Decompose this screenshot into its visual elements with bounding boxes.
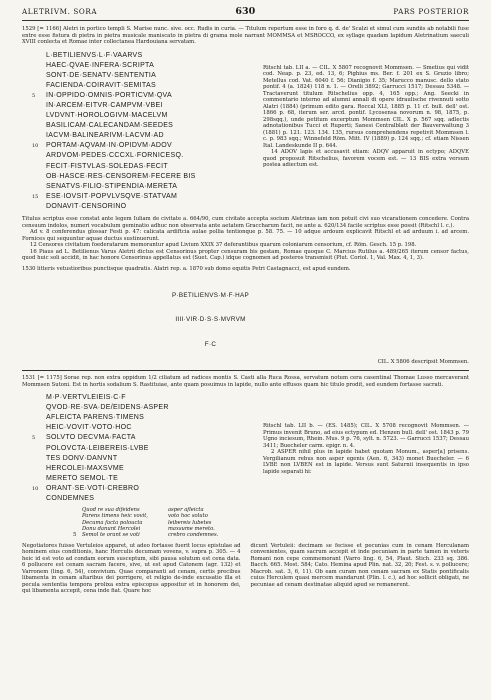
inscription-line bbox=[32, 141, 251, 151]
entry-1529-para-2: Ad v. 8 conferendus glossar Festi p. 47: calicata ardiftcia aulae pollia tentionque p. 58. 75. — 10 adque ardoum explicavit Ritschl et ad arduum i. ad arcem. Fornices qui sequuntur aquae ductus sustinuerunt. bbox=[22, 229, 469, 242]
inscription-text: MERETO SEMOL·TE bbox=[46, 474, 119, 482]
verse-text: Decuma facta poloucta bbox=[82, 519, 143, 526]
inscription-line bbox=[46, 61, 251, 71]
entry-1529-para-4: 16 Piaus ad L. Betilienus Varus Aletrii dictus est Censorinus propter censuram bis gestam, Romae quoque C. Marcius Rutilus a. 489/265 iterum censor factus, quod huic soli accidit, in hac honore Censorinus appellatus est (Suet. Cap.) idque cognomen ad posteros transmisit (Plut. Coriol. 1, Val. Max. 4, 1, 3). bbox=[22, 248, 469, 261]
page-number: 630 bbox=[235, 6, 256, 17]
entry-1531-commentary bbox=[263, 393, 469, 504]
inscription-text: IN·ARCEM·EITVR·CAMPVM·VBEI bbox=[46, 101, 163, 109]
entry-1531-intro: 1531 [= 1175] Sorae rep. non extra oppidum 1/2 ciliatum ad radices montis S. Casti alla Ruca Rossa, servatum notum cera casentinal Thomae Lusso mercaverant Mommsen Sutoni. Est in hortis sodalium S. Rastituiae, ante quam posuimus in lapide, nullo ante effusos quam hic titulo prodit, sed eundem fortasse sacrati. bbox=[22, 375, 469, 388]
inscription-text: FECIT·FISTVLAS·SOLEDAS·FECIT bbox=[46, 162, 168, 170]
inscription-text: OB·HASCE·RES·CENSOREM·FECERE BIS bbox=[46, 172, 196, 180]
verse-line bbox=[73, 532, 148, 539]
line-number: 5 bbox=[32, 92, 36, 99]
inscription-text: FACIENDA·COIRAVIT·SEMITAS bbox=[46, 81, 156, 89]
inscription-text: IN·OPPIDO·OMNIS·PORTICVM·QVA bbox=[46, 91, 172, 99]
verse-text: Semol te orant se voti bbox=[82, 532, 140, 539]
verse-text: Parens timens heic vovit, bbox=[82, 513, 148, 520]
entry-1529-commentary bbox=[263, 51, 469, 213]
entry-1531-notes: 2 ASPER nihil plus in lapide habet quotam Monum., asper[a] prisens. Vergilianum rebus non asper egenis (Aen. 6, 343) monet Buecheler. — 6 LVBE non LVBEN est in lapide. Versus sunt Saturnii insequentis in ipso lapide separati hi: bbox=[263, 449, 469, 475]
inscription-line bbox=[32, 192, 251, 202]
inscription-line bbox=[46, 121, 251, 131]
entry-1529-intro: 1529 [= 1166] Aletri in portico templi S. Marise nunc. sive. occ. Rudis in curia. — Titulum repertum esse in foro q. d. de' Scalzi et simul cum sundiis ab notabili fuse entre esse fistura di pietra in pietra musicale maniscato in pietra di grama mole narrant MOMMSA et MSROCCO, ex syllage quadam lapidum Aletrinatium saeculi XVIII conlecta et Romae inter collectanea Hardouiana servatam. bbox=[22, 26, 469, 45]
inscription-line bbox=[46, 202, 251, 212]
inscription-text: DONAVIT·CENSORINO bbox=[46, 202, 127, 210]
inscription-text: CONDEMNES bbox=[46, 494, 95, 502]
entry-1530-inscription bbox=[172, 276, 249, 365]
running-head-right: PARS POSTERIOR bbox=[393, 7, 469, 16]
verse-text: leibereis lubetes bbox=[167, 519, 212, 526]
verse-text: Donu danunt Hercolei bbox=[82, 525, 141, 532]
inscription-line bbox=[46, 151, 251, 161]
running-head bbox=[22, 6, 469, 17]
entry-1531-body bbox=[22, 393, 469, 504]
line-number: 5 bbox=[32, 435, 36, 442]
inscription-text: HEIC·VOVIT·VOTO·HOC bbox=[46, 424, 132, 432]
header-rule bbox=[22, 20, 469, 21]
entry-1529-sources: Ritschl tab. LII a. — CIL. X 5807 recognovit Mommsen. — Smetius qui vidit cod. Neap. p. 23, ed. 13, 6; Pighius ms. Ber. f. 201 ex S. Gruzio libro; Metellus cod. Vat. 6040 f. 56; Dianigio f. 35; Marucco manusc. dello stato pontif. 4 (a. 1824) 118 n. 1. — Orelli 3892; Garrucci 1517; Dessau 5348. — Tractaverunt titulum Ritschelius opp. 4, 165 opp.; Ang. Seecki in commentario interno ad alumni annali di opere idraulische rivennuti sotto Alatri (1884) (primum edito gara. Roccal XLI, 1885 p. 11 cf. bull. dell' ost. 1866 p. 68, iterum ser. arcd. pontif. Lycosensa novorum n. 98, 1875, p. 298sqq.), unde petitum excerptum Mommsen CIL. X p. 567 sqq. adlectis adnotationibus Tucci et Ruperti; Sanesi Centralblatt der Bauverwaltung 3 (1881) p. 121. 123. 134. 135, rursus comprehendens repetivit Mommsen l. c. p. 983 sqq.; Winnefeld Röm. Mitt. IV (1889) p. 124 sqq.; cf. etiam Nissen Ital. Landeskunde II p. 644. bbox=[263, 64, 469, 149]
verse-text: voto hoc soluto bbox=[167, 513, 208, 520]
entry-1531-discussion bbox=[22, 543, 469, 595]
verse-text: crebro condemnes. bbox=[167, 532, 219, 539]
entry-1531-sources: Ritschl tab. LII b. — (ES. 1485); CIL. X 5708 recognovit Mommsen. — Primus invenit Bruno, ad eius ectypum ed. Henzen bull. dell' ost. 1843 p. 79 Ugno inciesum, Rhein. Mus. 9 p. 76, sylt. n. 5723. — Garrucci 1537; Dessau 3411; Buecheler carm. epigr. n. 4. bbox=[263, 423, 469, 449]
inscription-line: P·BETILIENVS·M·F·HAP bbox=[171, 292, 250, 300]
inscription-text: ESE·IOVSIT·POPVLVSQVE·STATVAM bbox=[46, 192, 178, 200]
inscription-text: SOLVTO DECVMA·FACTA bbox=[46, 434, 136, 442]
inscription-line bbox=[46, 494, 251, 504]
inscription-line bbox=[32, 484, 251, 494]
inscription-text: ARDVOM·PEDES·CCCXL·FORNICESQ. bbox=[46, 152, 184, 160]
inscription-text: TES DONV·DANVNT bbox=[46, 454, 118, 462]
verse-text: asper afleicta bbox=[167, 507, 204, 514]
inscription-line bbox=[46, 413, 251, 423]
inscription-text: ORANT·SE·VOTI·CREBRO bbox=[46, 484, 140, 492]
inscription-line bbox=[46, 403, 251, 413]
inscription-text: SONT·DE·SENATV·SENTENTIA bbox=[46, 71, 157, 79]
entry-1531-saturnian-verses bbox=[22, 507, 469, 538]
inscription-line bbox=[46, 81, 251, 91]
entry-1530-body bbox=[22, 276, 469, 365]
inscription-line bbox=[46, 101, 251, 111]
inscription-line bbox=[46, 182, 251, 192]
entry-1529-para-3: 12 Censores civitatum foederatarum memorantur apud Livium XXIX 37 deferantibus quarum coloniarum censorium, cf. Röm. Gesch. 15 p. 198. bbox=[30, 242, 417, 248]
inscription-text: LVDVNT·HOROLOGIVM·MACELVM bbox=[46, 112, 168, 120]
inscription-line bbox=[46, 393, 251, 403]
entry-1529-notes: 14 ADOV lapis et accusavit etiam: ADQV apparuit in ectypo; ADQVE quod proposuit Ritschelius, favorem vocem est. — 13 BIS extra versum postea adiectum est. bbox=[263, 149, 469, 168]
inscription-line bbox=[46, 464, 251, 474]
inscription-line bbox=[46, 131, 251, 141]
inscription-line bbox=[46, 423, 251, 433]
entry-1529-body bbox=[22, 51, 469, 213]
inscription-line: IIII·VIR·D·S·S·MVRVM bbox=[175, 316, 246, 324]
inscription-text: BASILICAM·CALECANDAM·SEEDES bbox=[46, 122, 174, 130]
inscription-line bbox=[32, 433, 251, 443]
entry-1529-inscription bbox=[22, 51, 251, 213]
inscription-line bbox=[46, 444, 251, 454]
entry-1530-sources: CIL. X 5806 descripsit Mommsen. bbox=[377, 358, 469, 365]
entry-1529-para-1: Titulus scriptus esse constat ante legem Iuliam de civitate a. 664/90, cum civitate accepta socium Aletrinas iam non potuit civi suo vicarationem concedere. Contra censuum indolos, numeri vocabulum geminatio adhuc non observata ante aetatem Graccharum facit, ne ante a. 620/134 facile scriptus esse possit (Ritschl l. c.). bbox=[22, 216, 469, 229]
inscription-line bbox=[46, 71, 251, 81]
verse-line bbox=[168, 532, 218, 538]
inscription-text: HAEC·QVAE·INFERA·SCRIPTA bbox=[46, 61, 155, 69]
running-head-left: ALETRIVM. SORA bbox=[22, 7, 98, 16]
line-number: 10 bbox=[32, 143, 39, 150]
inscription-line bbox=[46, 111, 251, 121]
inscription-line bbox=[46, 474, 251, 484]
entry-1531-discussion-right: dicunt Vertuleii: decimam se fecisse et pecunias cum in cenam Herculanam convenientes, quam sacrum accepit et inde pecuniam in parte tamen in veteris Romani non cepe commemorant (Varro ling. 6, 54, Plaut. Stich. 233 sq. 386. Bacch. 665. Most. 584; Cato. Hemina apud Plin. nat. 32, 20; Fest. s. v. pollucere; Macrob. sat. 3, 6, 11). Ob eam curam non cenam sacram ex Statis pontificalis cuius Herculem quasi mercem mandarunt (Plin. l. c.), ad hoc sollicit obligati, ne pecuniae ad cenam destinatae aliquid apud se remanerent. bbox=[250, 542, 469, 588]
inscription-line bbox=[46, 51, 251, 61]
entry-1529-discussion bbox=[22, 216, 469, 262]
entry-1531-inscription bbox=[22, 393, 251, 504]
inscription-text: AFLEICTA PARENS·TIMENS bbox=[46, 414, 145, 422]
verse-number: 5 bbox=[73, 532, 77, 539]
inscription-text: M·P·VERTVLEIEIS·C·F bbox=[46, 394, 126, 402]
entry-1531-discussion-left: Negotiatores fuisse Vertuleios apparet, ut adeo fortasse fuerit locus epistulae ad hominem eius conditionis, hanc Herculis decumam vovens, v. supra p. 305. — 4 heic id est voto ad condam eorum susceptum, sibi pausa solutum est cena data. 6 pollucere est cenam sacram facere, sive, ut est apud Catonem (agr. 132) et Varronem (ling. 6, 54), convivium. Quae comparanti ad cenam, certis precibus libamenta in cenam altaribus dei porrigere, et religio de-inde excusatio illa et pecula sententia tempora prolixa extra episcopus appositur et in honorem dei, qui libamenta accepit, cena inde fiat. Quare hoc bbox=[22, 542, 241, 595]
inscription-line bbox=[46, 454, 251, 464]
line-number: 15 bbox=[32, 193, 39, 200]
inscription-text: SENATVS·FILIO·STIPENDIA·MERETA bbox=[46, 182, 178, 190]
inscription-line bbox=[32, 91, 251, 101]
verse-left-column bbox=[73, 507, 148, 539]
entry-1530-intro: 1530 litteris vetustioribus punctisque quadratis. Alatri rep. a. 1870 sub domo equitis Petri Castagnacci, est apud eundem. bbox=[22, 265, 351, 272]
verse-text: maxsume mereto. bbox=[167, 525, 215, 532]
inscription-text: IACVM·BALINEARIVM·LACVM·AD bbox=[46, 132, 164, 140]
verse-right-column bbox=[168, 507, 218, 538]
inscription-text: L·BETILIENVS·L·F·VAARVS bbox=[46, 51, 143, 59]
line-number: 10 bbox=[32, 485, 39, 492]
inscription-text: PORTAM·AQVAM·IN·OPIDVM·ADOV bbox=[46, 142, 172, 150]
section-rule bbox=[22, 370, 469, 371]
inscription-line: F·C bbox=[204, 340, 217, 348]
inscription-line bbox=[46, 162, 251, 172]
inscription-text: QVOD·RE·SVA·DE/EIDENS·ASPER bbox=[46, 404, 169, 412]
inscription-line bbox=[46, 172, 251, 182]
verse-text: Quod re sua difeidens bbox=[82, 507, 140, 514]
inscription-text: POLOVCTA·LEIBEREIS·LVBE bbox=[46, 444, 149, 452]
inscription-text: HERCOLEI·MAXSVME bbox=[46, 464, 124, 472]
